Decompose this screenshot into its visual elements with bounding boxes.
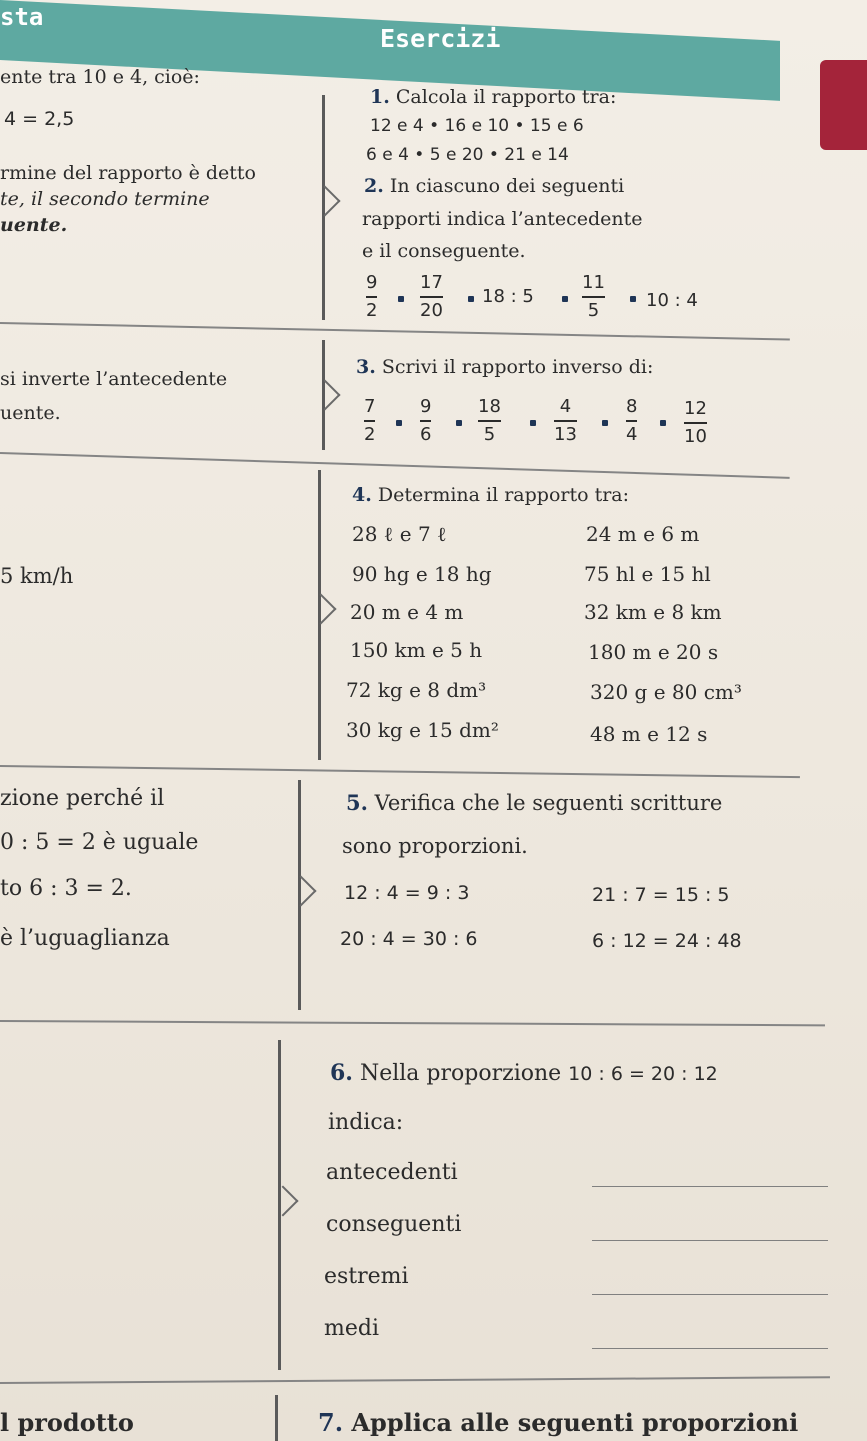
exercise-4-item: 150 km e 5 h	[350, 638, 483, 662]
exercise-number: 4.	[352, 484, 372, 506]
divider	[0, 1376, 830, 1384]
exercise-4-item: 20 m e 4 m	[350, 600, 464, 624]
exercise-1-line-2: 6 e 4 • 5 e 20 • 21 e 14	[366, 145, 569, 165]
separator	[468, 296, 474, 302]
exercise-4	[352, 484, 629, 506]
separator	[630, 296, 636, 302]
exercise-5	[346, 790, 722, 815]
exercise-4-item: 32 km e 8 km	[584, 600, 722, 624]
answer-blank[interactable]	[592, 1240, 828, 1241]
exercise-4-item: 90 hg e 18 hg	[352, 562, 492, 586]
fraction: 18 5	[478, 396, 501, 445]
fraction: 12 10	[684, 398, 707, 447]
exercise-number: 1.	[370, 86, 390, 108]
exercise-number: 5.	[346, 790, 368, 815]
exercise-1	[370, 86, 616, 108]
exercise-4-item: 28 ℓ e 7 ℓ	[352, 522, 447, 546]
left-text-1: ente tra 10 e 4, cioè:	[0, 66, 200, 88]
fraction: 9 2	[366, 272, 378, 321]
left-text-2: 4 = 2,5	[4, 108, 75, 130]
left-text-5: uente.	[0, 214, 68, 236]
left-text-4: te, il secondo termine	[0, 188, 210, 210]
exercise-6	[330, 1060, 718, 1086]
answer-blank[interactable]	[592, 1186, 828, 1187]
fraction: 4 13	[554, 396, 577, 445]
fraction: 11 5	[582, 272, 605, 321]
exercise-title: In ciascuno dei seguenti	[389, 175, 625, 197]
exercise-2	[364, 175, 624, 197]
brace-chevron	[305, 593, 336, 624]
separator	[602, 420, 608, 426]
separator	[456, 420, 462, 426]
brace-line	[275, 1395, 278, 1441]
answer-blank[interactable]	[592, 1348, 828, 1349]
left-text-3: rmine del rapporto è detto	[0, 162, 256, 184]
fraction: 9 6	[420, 396, 432, 445]
exercise-4-item: 75 hl e 15 hl	[584, 562, 711, 586]
left-text-11: to 6 : 3 = 2.	[0, 876, 132, 901]
page-corner-tab	[820, 60, 867, 150]
divider	[0, 1020, 825, 1026]
divider	[0, 765, 800, 778]
left-text-13: l prodotto	[0, 1408, 134, 1437]
exercise-5-item: 20 : 4 = 30 : 6	[340, 928, 478, 950]
fraction: 7 2	[364, 396, 376, 445]
header-title: Esercizi	[380, 24, 501, 53]
exercise-6-indica: indica:	[328, 1110, 404, 1135]
separator	[660, 420, 666, 426]
exercise-title: Determina il rapporto tra:	[377, 484, 630, 506]
brace-chevron	[285, 875, 316, 906]
exercise-2-title-2: rapporti indica l’antecedente	[362, 208, 643, 230]
exercise-6-item: conseguenti	[326, 1212, 462, 1237]
ratio: 10 : 4	[646, 290, 698, 311]
left-text-7: uente.	[0, 402, 61, 424]
exercise-6-item: antecedenti	[326, 1160, 458, 1185]
brace-chevron	[267, 1185, 298, 1216]
exercise-4-item: 48 m e 12 s	[590, 722, 708, 746]
exercise-4-item: 320 g e 80 cm³	[590, 680, 742, 704]
separator	[530, 420, 536, 426]
left-text-8: 5 km/h	[0, 564, 74, 588]
exercise-number: 6.	[330, 1060, 353, 1086]
exercise-4-item: 180 m e 20 s	[588, 640, 719, 664]
separator	[396, 420, 402, 426]
exercise-2-title-3: e il conseguente.	[362, 240, 526, 262]
fraction: 17 20	[420, 272, 443, 321]
brace-chevron	[309, 185, 340, 216]
fraction: 8 4	[626, 396, 638, 445]
left-text-9: zione perché il	[0, 786, 165, 811]
exercise-4-item: 30 kg e 15 dm²	[346, 718, 499, 742]
exercise-number: 3.	[356, 356, 376, 378]
exercise-6-item: estremi	[324, 1264, 409, 1289]
exercise-1-line-1: 12 e 4 • 16 e 10 • 15 e 6	[370, 116, 584, 136]
brace-chevron	[309, 379, 340, 410]
left-text-12: è l’uguaglianza	[0, 926, 170, 951]
exercise-number: 2.	[364, 175, 384, 197]
exercise-4-item: 24 m e 6 m	[586, 522, 700, 546]
separator	[562, 296, 568, 302]
exercise-4-item: 72 kg e 8 dm³	[346, 678, 487, 702]
exercise-title: Verifica che le seguenti scritture	[374, 791, 723, 815]
exercise-number: 7.	[318, 1408, 344, 1437]
exercise-5-item: 12 : 4 = 9 : 3	[344, 882, 470, 904]
divider	[0, 452, 790, 479]
exercise-7	[318, 1408, 798, 1437]
left-text-10: 0 : 5 = 2 è uguale	[0, 830, 199, 855]
exercise-title: Scrivi il rapporto inverso di:	[381, 356, 654, 378]
header-left-label: sta	[0, 3, 44, 31]
exercise-title: Calcola il rapporto tra:	[395, 86, 617, 108]
exercise-title: Nella proporzione	[359, 1061, 562, 1086]
exercise-3	[356, 356, 653, 378]
ratio: 18 : 5	[482, 286, 534, 307]
exercise-5-title-2: sono proporzioni.	[342, 834, 528, 858]
separator	[398, 296, 404, 302]
proportion: 10 : 6 = 20 : 12	[568, 1063, 718, 1085]
divider	[0, 322, 790, 341]
left-text-6: si inverte l’antecedente	[0, 368, 228, 390]
exercise-5-item: 21 : 7 = 15 : 5	[592, 884, 730, 906]
exercise-6-item: medi	[324, 1316, 379, 1341]
exercise-title: Applica alle seguenti proporzioni	[351, 1408, 799, 1437]
exercise-5-item: 6 : 12 = 24 : 48	[592, 930, 742, 952]
answer-blank[interactable]	[592, 1294, 828, 1295]
